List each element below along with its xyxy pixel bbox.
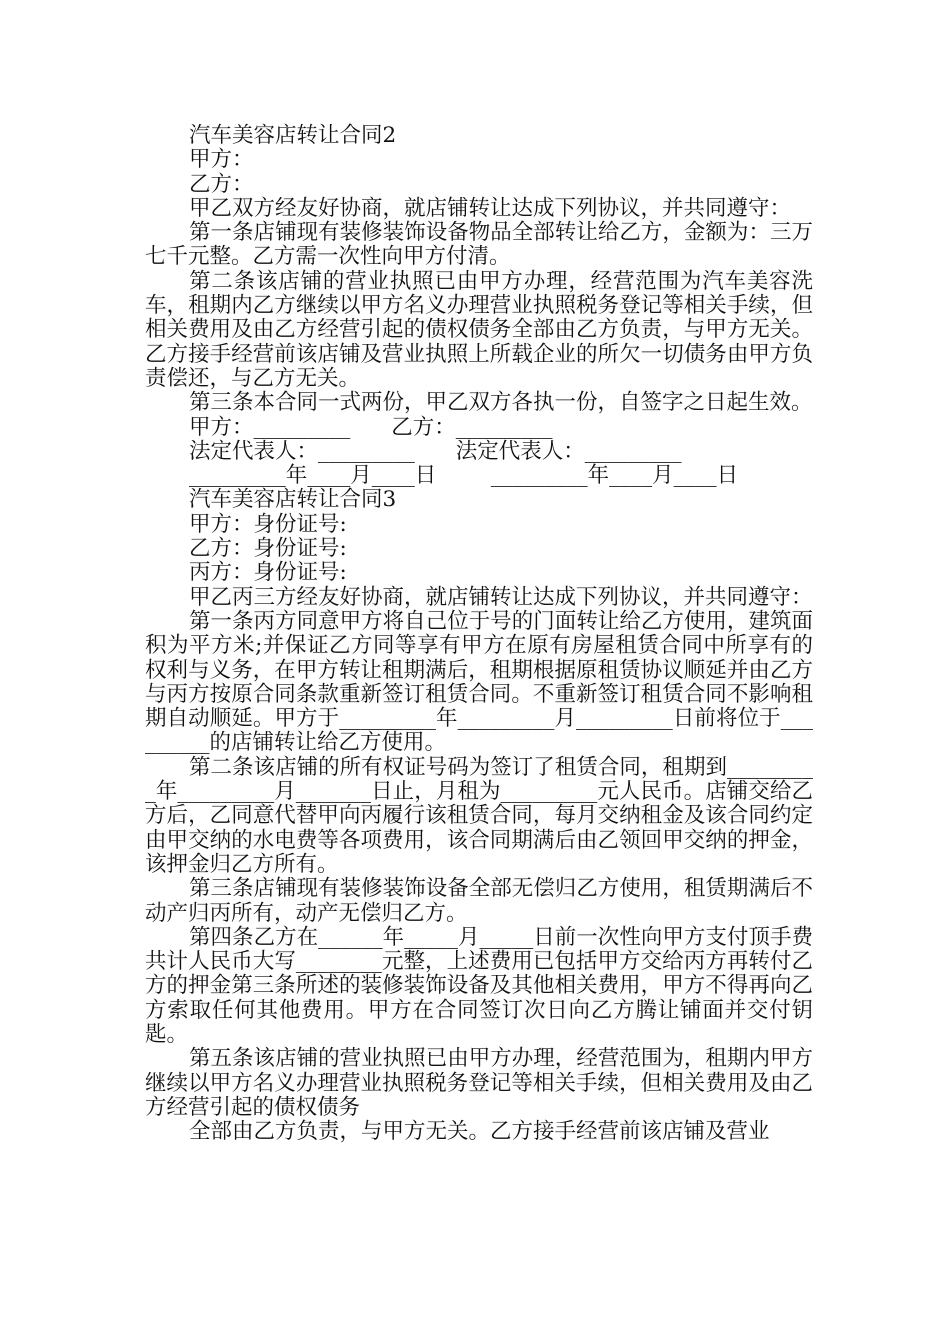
article-1-paragraph: 第一条丙方同意甲方将自己位于号的门面转让给乙方使用，建筑面积为平方米;并保证乙方同等享有甲方在原有房屋租赁合同中所享有的权利与义务，在甲方转让租期满后，租期根据原租赁协议顺延并由乙方与丙方按原合同条款重新签订租赁合同。不重新签订租赁合同不影响租期自动顺延。甲方于_________年_________月_________日前将位于_________的店铺转让给乙方使用。 [145,608,813,756]
contract-title: 汽车美容店转让合同3 [189,487,397,513]
signature-dates-line: _________年____月____日 _________年____月____日 [189,463,739,489]
continuation-paragraph: 全部由乙方负责，与甲方无关。乙方接手经营前该店铺及营业 [189,1119,770,1145]
contract-title: 汽车美容店转让合同2 [189,123,397,148]
party-b-line: 乙方： [189,171,254,197]
article-2-paragraph: 第二条该店铺的营业执照已由甲方办理，经营范围为汽车美容洗车，租期内乙方继续以甲方名义办理营业执照税务登记等相关手续，但相关费用及由乙方经营引起的债权债务全部由乙方负责，与甲方无关。乙方接手经营前该店铺及营业执照上所载企业的所欠一切债务由甲方负责偿还，与乙方无关。 [145,268,813,391]
signature-parties-line: 甲方：_________ 乙方：_________ [189,414,553,440]
article-3-paragraph: 第三条本合同一式两份，甲乙双方各执一份，自签字之日起生效。 [189,390,813,416]
preamble-paragraph: 甲乙双方经友好协商，就店铺转让达成下列协议，并共同遵守： [189,195,792,221]
article-1-paragraph: 第一条店铺现有装修装饰设备物品全部转让给乙方，金额为：三万七千元整。乙方需一次性向甲方付清。 [145,220,813,270]
party-a-id-line: 甲方：身份证号: [189,511,347,537]
article-3-paragraph: 第三条店铺现有装修装饰设备全部无偿归乙方使用，租赁期满后不动产归丙所有，动产无偿归乙方。 [145,876,813,926]
article-5-paragraph: 第五条该店铺的营业执照已由甲方办理，经营范围为，租期内甲方继续以甲方名义办理营业执照税务登记等相关手续，但相关费用及由乙方经营引起的债权债务 [145,1046,813,1120]
signature-representatives-line: 法定代表人：_________ 法定代表人：_________ [189,438,682,464]
document-body [145,124,813,1144]
article-2-paragraph: 第二条该店铺的所有权证号码为签订了租赁合同，租期到_________年_________月_______日止，月租为_________元人民币。店铺交给乙方后，乙同意代替甲向丙履行该租赁合同，每月交纳租金及该合同约定由甲交纳的水电费等各项费用，该合同期满后由乙领回甲交纳的押金，该押金归乙方所有。 [145,754,813,877]
party-b-id-line: 乙方：身份证号: [189,536,347,562]
party-c-id-line: 丙方：身份证号: [189,560,347,586]
article-4-paragraph: 第四条乙方在______年_____月_____日前一次性向甲方支付顶手费共计人民币大写________元整，上述费用已包括甲方交给丙方再转付乙方的押金第三条所述的装修装饰设备及其他相关费用，甲方不得再向乙方索取任何其他费用。甲方在合同签订次日向乙方腾让铺面并交付钥匙。 [145,924,813,1047]
preamble-paragraph: 甲乙丙三方经友好协商，就店铺转让达成下列协议，并共同遵守： [189,584,813,610]
party-a-line: 甲方： [189,147,254,173]
